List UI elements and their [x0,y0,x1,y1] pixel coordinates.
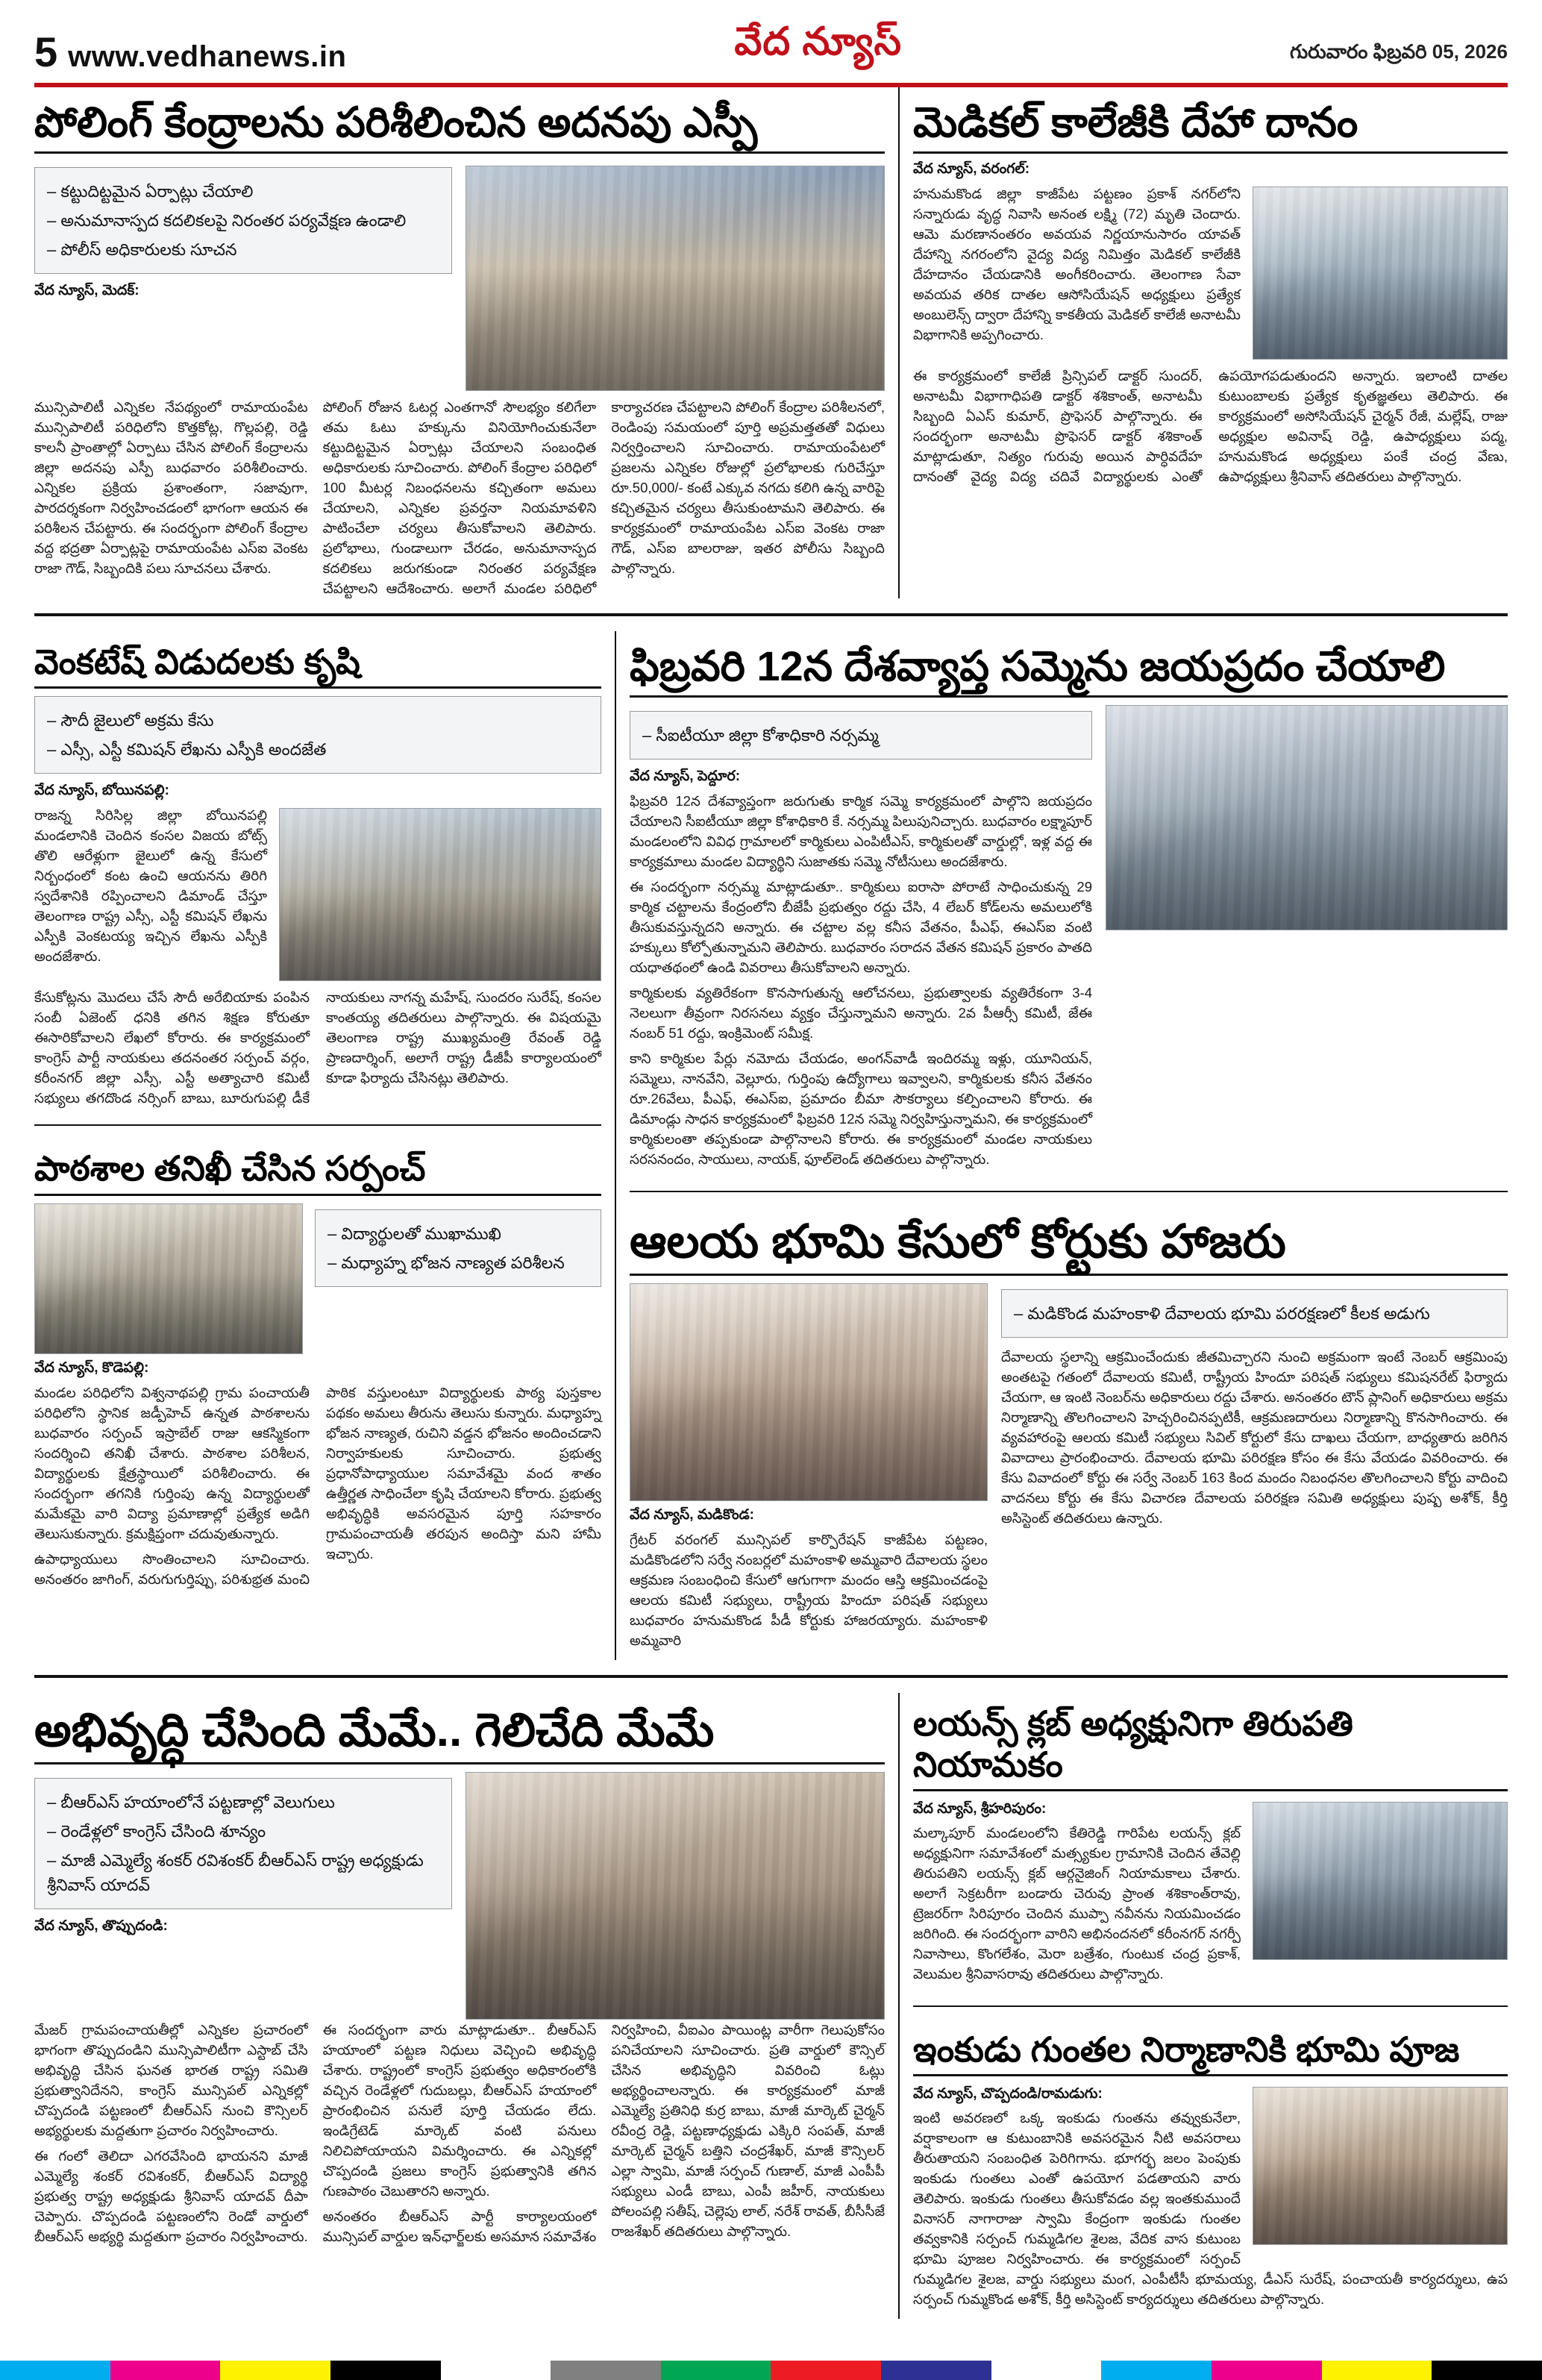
paragraph: ఈ సందర్భంగా నర్సమ్మ మాట్లాడుతూ.. కార్మికులు ఐరాసా పోరాటే సాధించుకున్న 29 కార్మిక చట్టాలను కేంద్రంలోని బీజేపీ ప్రభుత్వం రద్దు చేసి, 4 లేబర్ కోడ్‌లను అమలులోకి తీసుకువస్తున్నదని అన్నారు. ఈ చట్టాల వల్ల కనీస వేతనం, పీఎఫ్, ఈఎస్ఐ వంటి హక్కులు కోల్పోతున్నామని తెలిపారు. బుధవారం సరాదన వేతన కమిషన్ ప్రకారం పాతది యధాతథంలో ఉండి వివరాలు తీసుకోవాలని అన్నారు. [630,879,1092,976]
byline: వేద న్యూస్, శ్రీహరిపురం: [913,1800,1047,1817]
color-swatch [441,2361,551,2380]
byline: వేద న్యూస్, వరంగల్: [913,161,1030,178]
band-bottom [34,1693,1508,2318]
print-registration-colorbar [0,2361,1542,2380]
bullet-item: – సౌదీ జైలులో అక్రమ కేసు [47,706,589,735]
website-url[interactable]: www.vedhanews.in [68,40,347,73]
bullets-strike [630,711,1092,760]
paragraph: గ్రేటర్ వరంగల్ మున్సిపల్ కార్పొరేషన్ కాజీపేట పట్టణం, మడికొండలోని సర్వే నంబర్లలో మహంకాళి అమ్మవారి దేవాలయ స్థలం ఆక్రమణ సంబంధించి కేసులో ఆగుగాగా మందం ఆస్తి ఆక్రమించడంపై ఆలయ కమిటీ సభ్యులు, రాష్ట్రీయ హిందూ పరిషత్ సభ్యులు బుధవారం హనుమకొండ పీడీ కోర్టుకు హాజరయ్యారు. మహంకాళి అమ్మవారి [630,1532,988,1649]
newspaper-title: వేద న్యూస్ [734,20,903,63]
headline-rule [913,1789,1508,1791]
color-swatch [1212,2361,1322,2380]
paragraph: పోలింగ్ రోజున ఓటర్ల ఎంతగానో సౌలభ్యం కలిగేలా తమ ఓటు హక్కును వినియోగించుకునేలా కట్టుదిట్టమైన ఏర్పాట్లు చేయాలని సంబంధిత అధికారులకు సూచించారు. పోలింగ్ కేంద్రాల పరిధిలో 100 మీటర్ల నిబంధనలను కచ్చితంగా అమలు చేయాలని, ఎన్నికల ప్రవర్తనా నియమావళిని పాటించేలా చర్యలు తీసుకోవాలని తెలిపారు. ప్రలోభాలు, గుండాలుగా చేరడం, అనుమానాస్పద కదలికలు జరుగకుండా నిరంతర పర్యవేక్షణ చేపట్టాలని ఆదేశించారు. అలాగే మండల పరిధిలో కార్యాచరణ చేపట్టాలని పోలింగ్ కేంద్రాల పరిశీలనలో, రెండింపు సమయంలో పూర్తి అప్రమత్తతతో విధులు నిర్వర్తించాలని సూచించారు. రామాయంపేటలో ప్రజలను ఎన్నికల రోజుల్లో ప్రలోభాలకు గురిచేస్తూ రూ.50,000/- కంటే ఎక్కువ నగదు కలిగి ఉన్న వారిపై కచ్చితమైన చర్యలు తీసుకుంటామని తెలిపారు. ఈ కార్యక్రమంలో రామాయంపేట ఎస్ఐ వెంకట రాజా గౌడ్, ఎస్ఐ బాలరాజు, ఇతర పోలీసు సిబ్బంది పాల్గొన్నారు. [322,399,885,597]
headline-strike: ఫిబ్రవరి 12న దేశవ్యాప్త సమ్మెను జయప్రదం చేయాలి [630,642,1446,690]
byline: వేద న్యూస్, చొప్పదండి/రామడుగు: [913,2085,1103,2102]
lions-club-meeting-photo [1253,1802,1508,1960]
body-temple-left [630,1529,988,1650]
strike-notice-handover-photo [1106,705,1508,930]
column-divider [615,631,616,1660]
right-column [630,631,1508,1660]
paragraph: మున్సిపాలిటీ ఎన్నికల నేపథ్యంలో రామాయంపేట మున్సిపాలిటీ పరిధిలోని కొత్తకోట్ల, గొల్లపల్లి, రెడ్డి కాలనీ ప్రాంతాల్లో ఏర్పాటు చేసిన పోలింగ్ కేంద్రాలను జిల్లా అదనపు ఎస్పీ బుధవారం పరిశీలించారు. ఎన్నికల ప్రక్రియ ప్రశాంతంగా, సజావుగా, పారదర్శకంగా నిర్వహించడంలో భాగంగా ఆయన ఈ పరిశీలన చేపట్టారు. ఈ సందర్భంగా పోలింగ్ కేంద్రాల వద్ద భద్రతా ఏర్పాట్లపై రామాయంపేట ఎస్ఐ వెంకట రాజా గౌడ్, సిబ్బందికి పలు సూచనలు చేశారు. [34,399,308,577]
bullets-temple-land [1001,1289,1508,1338]
headline-temple-land: ఆలయ భూమి కేసులో కోర్టుకు హాజరు [630,1216,1286,1268]
body-body-donation [913,184,1508,489]
headline-brs: అభివృద్ధి చేసింది మేమే.. గెలిచేది మేమే [34,1705,715,1757]
headline-rule [34,686,601,689]
headline-school-inspection: పాఠశాల తనిఖీ చేసిన సర్పంచ్ [34,1149,426,1189]
issue-date: గురువారం ఫిబ్రవరి 05, 2026 [1290,40,1508,63]
court-appearance-group-photo [630,1283,988,1501]
color-swatch [330,2361,441,2380]
body-polling-centers [34,397,885,598]
headline-rule [913,151,1508,154]
color-swatch [220,2361,330,2380]
headline-rule [34,1762,885,1764]
headline-soak-pits: ఇంకుడు గుంతల నిర్మాణానికి భూమి పూజ [913,2029,1460,2069]
article-venkatesh-release [34,631,601,1108]
paragraph: హనుమకొండ జిల్లా కాజీపేట పట్టణం ప్రకాశ్ నగర్‌లోని సన్నారుడు వృద్ధ నివాసి అనంత లక్ష్మి (72) మృతి చెందారు. ఆమె మరణానంతరం అవయవ నిర్ణయానుసారం యావత్ దేహాన్ని నగరంలోని వైద్య విద్య నిమిత్తం మెడికల్ కాలేజీకి దేహదానం చేయడానికి అంగీకరించారు. తెలంగాణ సేవా అవయవ తరిక దాతల ఆసోసియేషన్ అధ్యక్షులు ప్రత్యేక అంబులెన్స్ ద్వారా దేహాన్ని కాకతీయ మెడికల్ కాలేజీ అనాటమీ విభాగానికి అప్పగించారు. [913,186,1241,343]
body-brs [34,2020,885,2246]
headline-venkatesh: వెంకటేష్ విడుదలకు కృషి [34,642,360,682]
headline-body-donation: మెడికల్ కాలేజీకి దేహా దానం [913,98,1358,145]
bullet-item: – రెండేళ్లలో కాంగ్రెస్ చేసింది శూన్యం [47,1817,439,1846]
bottom-right-column [913,1693,1508,2318]
memorandum-handover-photo [279,808,601,981]
paragraph: ఇంటి అవరణలో ఒక్క ఇంకుడు గుంతను తవ్వుకునేలా, వర్షాకాలంగా ఆ కుటుంబానికి అవసరమైన నీటి అవసరాలు తీరుతాయని సంబంధిత పెరిగిగాను. భూగర్భ జలం పెంపుకు ఇంకుడు గుంతలు ఎంతో ఉపయోగ పడతాయని వారు తెలిపారు. ఇంకుడు గుంతలు తీసుకోవడం వల్ల ఇంతకుముందే వినాసర్ నాగారాజు స్వామి కేంద్రంగా ఇంకుడు గుంతల తవ్వకానికి సర్పంచ్ గుమ్మడిగల శైలజ, వేదిక వాస కుటుంబ భూమి పూజల నిర్వహించారు. ఈ కార్యక్రమంలో సర్పంచ్ గుమ్మడిగల శైలజ, వార్డు సభ్యులు మంగ, ఎంపీటీసీ భూమయ్య, డీఎస్ సురేష్, పంచాయతీ కార్యదర్శులు, ఉప సర్పంచ్ గుమ్మకొండ అశోక్, కీర్తి అసిస్టెంట్ కార్యదర్శులు తదితరులు పాల్గొన్నారు. [913,2109,1508,2307]
article-brs-development [34,1693,885,2318]
bullet-item: – మధ్యాహ్న భోజన నాణ్యత పరిశీలన [327,1248,589,1277]
bullet-item: – ఎస్సీ, ఎస్టీ కమిషన్ లేఖను ఎస్పీకి అందజేత [47,735,589,764]
paragraph: అనంతరం బీఆర్ఎస్ పార్టీ కార్యాలయంలో మున్సిపల్ వార్డుల ఇన్‌ఛార్జ్‌లకు అసమాన సమావేశం నిర్వహించి, వీఐఎం పాయింట్ల వారీగా గెలుపుకోసం పనిచేయాలని సూచించారు. ప్రతి వార్డులో కౌన్సిల్ చేసిన అభివృద్ధిని వివరించి ఓట్లు అభ్యర్థించాలన్నారు. ఈ కార్యక్రమంలో మాజీ ఎమ్మెల్యే ప్రతినిధి కుర్ర బాబు, మాజీ మార్కెట్ చైర్మన్ రవీంద్ర రెడ్డి, పట్టణాధ్యక్షుడు ఎక్కిరి సంపత్, మాజీ మార్కెట్ చైర్మన్ బత్తిని చంద్రశేఖర్, మాజీ కౌన్సిలర్ ఎల్లా స్వామి, మాజీ సర్పంచ్ గుణాల్, మాజీ ఎంపీపీ సభ్యులు ఎండీ బాబు, ఎంపీ జహీర్, నాయకులు పోలంపల్లి సతీష్, చెల్లెపు లాల్, నరేశ్ రావత్, బీసీసీజే రాజశేఖర్ తదితరులు పాల్గొన్నారు. [322,2022,885,2245]
body-lions-club [913,1799,1508,1984]
paragraph: రాజన్న సిరిసిల్ల జిల్లా బోయినపల్లి మండలానికి చెందిన కంసల విజయ బోట్స్ తొలి ఆరేళ్లుగా జైలులో ఉన్న కేసులో నిర్బంధంలో కంట ఉంచి ఆయనను తిరిగి స్వదేశానికి రప్పించాలని డిమాండ్ చేస్తూ తెలంగాణ రాష్ట్ర ఎస్సీ, ఎస్టీ కమిషన్ లేఖను ఎస్పీకి వెంకటయ్య ఇచ్చిన లేఖను ఎస్పీకి అందజేశారు. [34,807,267,965]
page-number: 5 [34,28,58,75]
bullets-venkatesh [34,696,601,774]
byline: వేద న్యూస్, కొడెపల్లి: [34,1359,149,1376]
byline: వేద న్యూస్, బోయినపల్లి: [34,783,169,799]
bullet-item: – కట్టుదిట్టమైన ఏర్పాట్లు చేయాలి [47,177,439,206]
column-divider [898,1693,900,2318]
article-divider [34,1124,601,1126]
headline-rule [34,151,885,154]
color-swatch [551,2361,661,2380]
paragraph: ఫిబ్రవరి 12న దేశవ్యాప్తంగా జరుగుతు కార్మిక సమ్మె కార్యక్రమంలో పాల్గొని జయప్రదం చేయాలని సీఐటీయూ జిల్లా కోశాధికారి కే. నర్సమ్మ పిలుపునిచ్చారు. బుధవారం లక్ష్మాపూర్ మండలంలోని వివిధ గ్రామాలలో కార్మికులు ఎంపిటీఎస్, కార్మికులతో వార్డుల్లో, ఇళ్ల వద్ద ఈ కార్యక్రమాలు మండల విద్యార్థిని సుజాతకు సమ్మె నోటీసులు అందజేశారు. [630,793,1092,870]
color-swatch [661,2361,771,2380]
headline-rule [630,1274,1508,1276]
column-divider [898,87,900,598]
color-swatch [771,2361,881,2380]
bullet-item: – అనుమానాస్పద కదలికలపై నిరంతర పర్యవేక్షణ ఉండాలి [47,206,439,235]
paragraph: ఈ గంలో తెలిదా ఎగరవేసింది భాయనని మాజీ ఎమ్మెల్యే శంకర్ రవిశంకర్, బీఆర్ఎస్ విద్యార్థి ప్రభుత్వ రాష్ట్ర అధ్యక్షుడు శ్రీనివాస్ యాదవ్ దీపా చెప్పారు. చొప్పదండి పట్టణంలోని రెండో వార్డులో బీఆర్ఎస్ అభ్యర్థి మద్దతుగా ప్రచారం నిర్వహించారు. ఈ సందర్భంగా వారు మాట్లాడుతూ.. బీఆర్ఎస్ హయాంలో పట్టణ నిధులు వెచ్చించి అభివృద్ధి చేశారు. రాష్ట్రంలో కాంగ్రెస్ ప్రభుత్వం అధికారంలోకి వచ్చిన రెండేళ్లలో గుదుబల్లు, బీఆర్ఎస్ హయాంలో ప్రారంభించిన పనులే పూర్తి చేయడం లేదు. ఇండిగ్రేటెడ్ మార్కెట్ వంటి పనులు నిలిచిపోయాయని విమర్శించారు. ఈ ఎన్నికల్లో చొప్పదండి ప్రజలు కాంగ్రెస్ ప్రభుత్వానికి తగిన గుణపాఠం చెబుతారని అన్నారు. [34,2022,597,2245]
bullet-item: – సీఐటీయూ జిల్లా కోశాధికారి నర్సమ్మ [642,721,1079,750]
school-inspection-photo [34,1203,303,1354]
band-top [34,87,1508,598]
headline-rule [34,1194,601,1196]
bhoomi-puja-photo [1253,2087,1508,2245]
bullet-item: – బీఆర్ఎస్ హయాంలోనే పట్టణాల్లో వెలుగులు [47,1788,439,1817]
brs-campaign-rally-photo [466,1772,885,2020]
paragraph: ఈ కార్యక్రమంలో కాలేజీ ప్రిన్సిపల్ డాక్టర్ సుందర్, అనాటమీ విభాగాధిపతి డాక్టర్ శశికాంత్, అనాటమీ సిబ్బంది ఏఎస్ కుమార్, ప్రొఫెసర్ పాల్గొన్నారు. ఈ సందర్భంగా అనాటమీ ప్రొఫెసర్ డాక్టర్ శశికాంత్ మాట్లాడుతూ, నిత్యం గురువు అయిన పార్ధివదేహ దానంతో వైద్య విద్య చదివే విద్యార్థులకు ఎంతో ఉపయోగపడుతుందని అన్నారు. ఇలాంటి దాతల కుటుంబాలకు ప్రత్యేక కృతజ్ఞతలు తెలిపారు. ఈ కార్యక్రమంలో అసోసియేషన్ చైర్మన్ రేజీ, మల్లేష్, రాజు అధ్యక్షుల అవినాష్ రెడ్డి, ఉపాధ్యక్షులు పద్మ, హనుమకొండ అధ్యక్షులు పంకే చంద్ర వేణు, ఉపాధ్యక్షులు శ్రీనివాస్ తదితరులు పాల్గొన్నారు. [913,368,1508,485]
bullet-item: – విద్యార్థులతో ముఖాముఖి [327,1219,589,1248]
color-swatch [1432,2361,1542,2380]
section-divider [34,1675,1508,1678]
body-venkatesh [34,805,601,1108]
color-swatch [110,2361,221,2380]
paragraph: కేసుకోట్లను మొదలు చేసే సౌదీ అరేబియాకు పంపిన సంబీ ఏజెంట్ ధనికి తగిన శిక్షణ కోరుతూ ఈసారికోవాలని లేఖలో కోరారు. ఈ కార్యక్రమంలో కాంగ్రెస్ పార్టీ నాయకులు తదనంతర సర్పంచ్ వర్గం, కరీంనగర్ జిల్లా ఎస్సీ, ఎస్టీ అత్యాచారి కమిటీ సభ్యులు తగదొండ నర్సింగ్ బాబు, బూరుగుపల్లి డీకే నాయకులు నాగన్న మహేష్, సుందరం సురేష్, కంసల కాంతయ్య తదితరులు పాల్గొన్నారు. ఈ విషయమై తెలంగాణ రాష్ట్ర ముఖ్యమంత్రి రేవంత్ రెడ్డి ప్రాణదార్శింగ్, అలాగే రాష్ట్ర డీజీపీ కార్యాలయంలో కూడా ఫిర్యాదు చేసినట్లు తెలిపారు. [34,989,601,1106]
article-lions-club [913,1693,1508,1988]
color-swatch [0,2361,110,2380]
body-temple-right [1001,1347,1508,1528]
article-divider [630,1191,1508,1192]
article-body-donation [913,87,1508,598]
paragraph: దేవాలయ స్థలాన్ని ఆక్రమించేందుకు జీతమిచ్చారని నుంచి అక్రమంగా ఇంటే నెంబర్ ఆక్రమింపు అంతటపై గతంలో దేవాలయ కమిటీ, రాష్ట్రీయ హిందూ పరిషత్ సభ్యులు కమిషనరేట్ ఫిర్యాదు చేయగా, ఆ ఇంటి నెంబర్‌ను అధికారులు రద్దు చేశారు. అనంతరం టౌన్ ప్లానింగ్ అధికారులు అక్రమ నిర్మాణాన్ని తొలగించాలని హెచ్చరించినప్పటికీ, ఆక్రమణదారులు నిర్మాణాన్ని కొనసాగించారు. ఈ వ్యవహారంపై ఆలయ కమిటీ సభ్యులు సివిల్ కోర్టులో కేసు దాఖలు చేయగా, బాధ్యతారు జరిగిన వివాదాలు ప్రారంభించారు. దేవాలయ భూమి పరిరక్షణ కోసం ఈ కేసు వేయడం వివరించారు. ఈ కేసు వివాదంలో కోర్టు ఈ సర్వే నెంబర్ 163 కింద మందం నిబంధనల తొలగించాలని కోర్టు వాదించి వాదనలు కోర్టు ఈ కేసు విచారణ దేవాలయ పరిరక్షణ సమితి అధ్యక్షులు పుష్ప అశోక్, కీర్తి అసిస్టెంట్ తదితరులు ఉన్నారు. [1001,1349,1508,1526]
bullets-brs [34,1778,452,1909]
article-temple-land-case [630,1204,1508,1656]
article-strike-feb12 [630,631,1508,1174]
headline-lions-club: లయన్స్ క్లబ్ అధ్యక్షునిగా తిరుపతి నియామకం [913,1704,1353,1784]
page-content [0,87,1542,2319]
body-school-inspection [34,1382,601,1589]
body-soak-pits [913,2084,1508,2309]
color-swatch [991,2361,1102,2380]
paragraph: మల్కాపూర్ మండలంలోని కేతిరెడ్డి గారిపేట లయన్స్ క్లబ్ అధ్యక్షునిగా సమావేశంలో మత్స్యకుల గ్రామానికి చెందిన తేవెల్లి తిరుపతిని లయన్స్ క్లబ్ ఆర్గనైజింగ్ నియామకాలు చేశారు. అలాగే సెక్రటరీగా బండారు చెరువు ప్రాంత శశికాంత్‌రావు, ట్రెజరర్‌గా సిరిపూరం చెందిన ముప్పా నవీనను నియమించడం జరిగింది. ఈ సందర్భంగా వారిని అభినందనలో కరీంనగర్ నగర్పీ నివాసాలు, కొంగలేశం, మెరా బత్రేశం, గుంటుక చంద్ర ప్రకాశ్, వెలుమల శ్రీనివాసరావు తదితరులు పాల్గొన్నారు. [913,1824,1241,1982]
headline-rule [630,695,1508,698]
article-school-inspection [34,1138,601,1588]
byline: వేద న్యూస్, తొప్పుదండి: [34,1918,168,1935]
polling-station-inspection-photo [466,166,885,391]
masthead-left [34,28,347,75]
masthead [0,0,1542,78]
bullet-item: – పోలీస్ అధికారులకు సూచన [47,235,439,264]
band-middle [34,631,1508,1660]
byline: వేద న్యూస్, మెదక్: [34,283,140,299]
paragraph: మండల పరిధిలోని విశ్వనాథపల్లి గ్రామ పంచాయతీ పరిధిలోని స్థానిక జడ్పీహెచ్ ఉన్నత పాఠశాలను బుధవారం సర్పంచ్ ఇస్రాబేల్ రాజు ఆకస్మికంగా సందర్శించి తనిఖీ చేశారు. పాఠశాల పరిశీలన, విద్యార్థులకు క్షేత్రస్థాయిలో పరిశీలించారు. ఈ సందర్భంగా తగనికి గుర్తింపు ఉన్న విద్యార్థులతో మమేకమై వారి విద్యా ప్రమాణాల్లో ప్రత్యేక అడిగి తెలుసుకున్నారు. క్రమక్షిప్తంగా చదువుతున్నారు. [34,1384,310,1541]
color-swatch [1101,2361,1212,2380]
headline-polling-centers: పోలింగ్ కేంద్రాలను పరిశీలించిన అదనపు ఎస్పీ [34,98,758,145]
article-polling-centers [34,87,885,598]
article-soak-pits [913,2019,1508,2314]
bullets-polling-centers [34,167,452,274]
byline: వేద న్యూస్, పెద్దూర: [630,768,741,785]
color-swatch [1322,2361,1432,2380]
paragraph: కాని కార్మికుల పేర్లు నమోదు చేయడం, అంగన్‌వాడీ ఇందిరమ్మ ఇళ్లు, యూనియన్, సమ్మెలు, నానవేని, వెల్లూరు, గుర్తింపు ఉద్యోగాలు ఇవ్వాలని, కార్మికులకు కనీస వేతనం రూ.26వేలు, పీఎఫ్, ఈఎస్ఐ, ప్రమాదం బీమా సౌకర్యాలు కల్పించాలని కోరారు. ఈ డిమాండ్లు సాధన కార్యక్రమంలో ఫిబ్రవరి 12న సమ్మె నిర్వహిస్తున్నామని, ఈ కార్యక్రమంలో కార్మికులంతా తప్పకుండా పాల్గొనాలని కోరారు. ఈ కార్యక్రమంలో మండల నాయకులు సరసనందం, సాయులు, నాయక్, ఫూల్‌లెండ్ తదితరులు పాల్గొన్నారు. [630,1050,1092,1168]
article-divider [913,2005,1508,2007]
bullets-school-inspection [315,1209,601,1287]
body-donation-ceremony-photo [1253,187,1508,360]
headline-rule [913,2074,1508,2076]
paragraph: మేజర్ గ్రామపంచాయతీల్లో ఎన్నికల ప్రచారంలో భాగంగా తొప్పుదండిని మున్సిపాలిటీగా ఎస్టాబ్ చేసి అభివృద్ధి చేసిన ఘనత భారత రాష్ట్ర సమితి ప్రభుత్వానిదేనని, కాంగ్రెస్ మున్సిపల్ ఎన్నికల్లో చొప్పదండి పట్టణంలో బీఆర్ఎస్ నుంచి కౌన్సిలర్ అభ్యర్థులకు మద్దతుగా ప్రచారం నిర్వహించారు. [34,2022,308,2139]
body-strike-left [630,791,1092,1169]
byline: వేద న్యూస్, మడికొండ: [630,1507,754,1523]
section-divider [34,613,1508,616]
paragraph: ఉపాధ్యాయులు సొంతించాలని సూచించారు. అనంతరం జాగింగ్, వరుగుగుర్తిప్పు, పరిశుభ్రత మంచి పాఠిక వస్తులంటూ విద్యార్థులకు పాఠ్య పుస్తకాల పథకం అమలు తీరును తెలుసు కున్నారు. మధ్యాహ్న భోజన నాణ్యత, రుచిని వడ్డన భోజనం అందించడాని నిర్వాహకులకు సూచించారు. ప్రభుత్వ ప్రధానోపాధ్యాయుల సమావేశమై వంద శాతం ఉత్తీర్ణత సాధించేలా కృషి చేయాలని కోరారు. ప్రభుత్వ అభివృద్ధికి అవసరమైన పూర్తి సహకారం గ్రామపంచాయతీ తరపున అందిస్తా మని హామీ ఇచ్చారు. [34,1384,601,1587]
bullet-item: – మడికొండ మహంకాళి దేవాలయ భూమి పరరక్షణలో కీలక అడుగు [1014,1299,1495,1328]
paragraph: కార్మికులకు వ్యతిరేకంగా కొనసాగుతున్న ఆలోచనలు, ప్రభుత్వాలకు వ్యతిరేకంగా 3-4 నెలలుగా తీవ్రంగా నిరసనలు వ్యక్తం చేస్తున్నామని అన్నారు. 2వ పీఆర్సీ కమిటీ, జేఈ నంబర్ 51 రద్దు, ఇంక్రిమెంట్ సమీక్ష. [630,985,1092,1042]
color-swatch [881,2361,991,2380]
left-column [34,631,601,1660]
bullet-item: – మాజీ ఎమ్మెల్యే శంకర్ రవిశంకర్ బీఆర్ఎస్ రాష్ట్ర అధ్యక్షుడు శ్రీనివాస్ యాదవ్ [47,1846,439,1900]
